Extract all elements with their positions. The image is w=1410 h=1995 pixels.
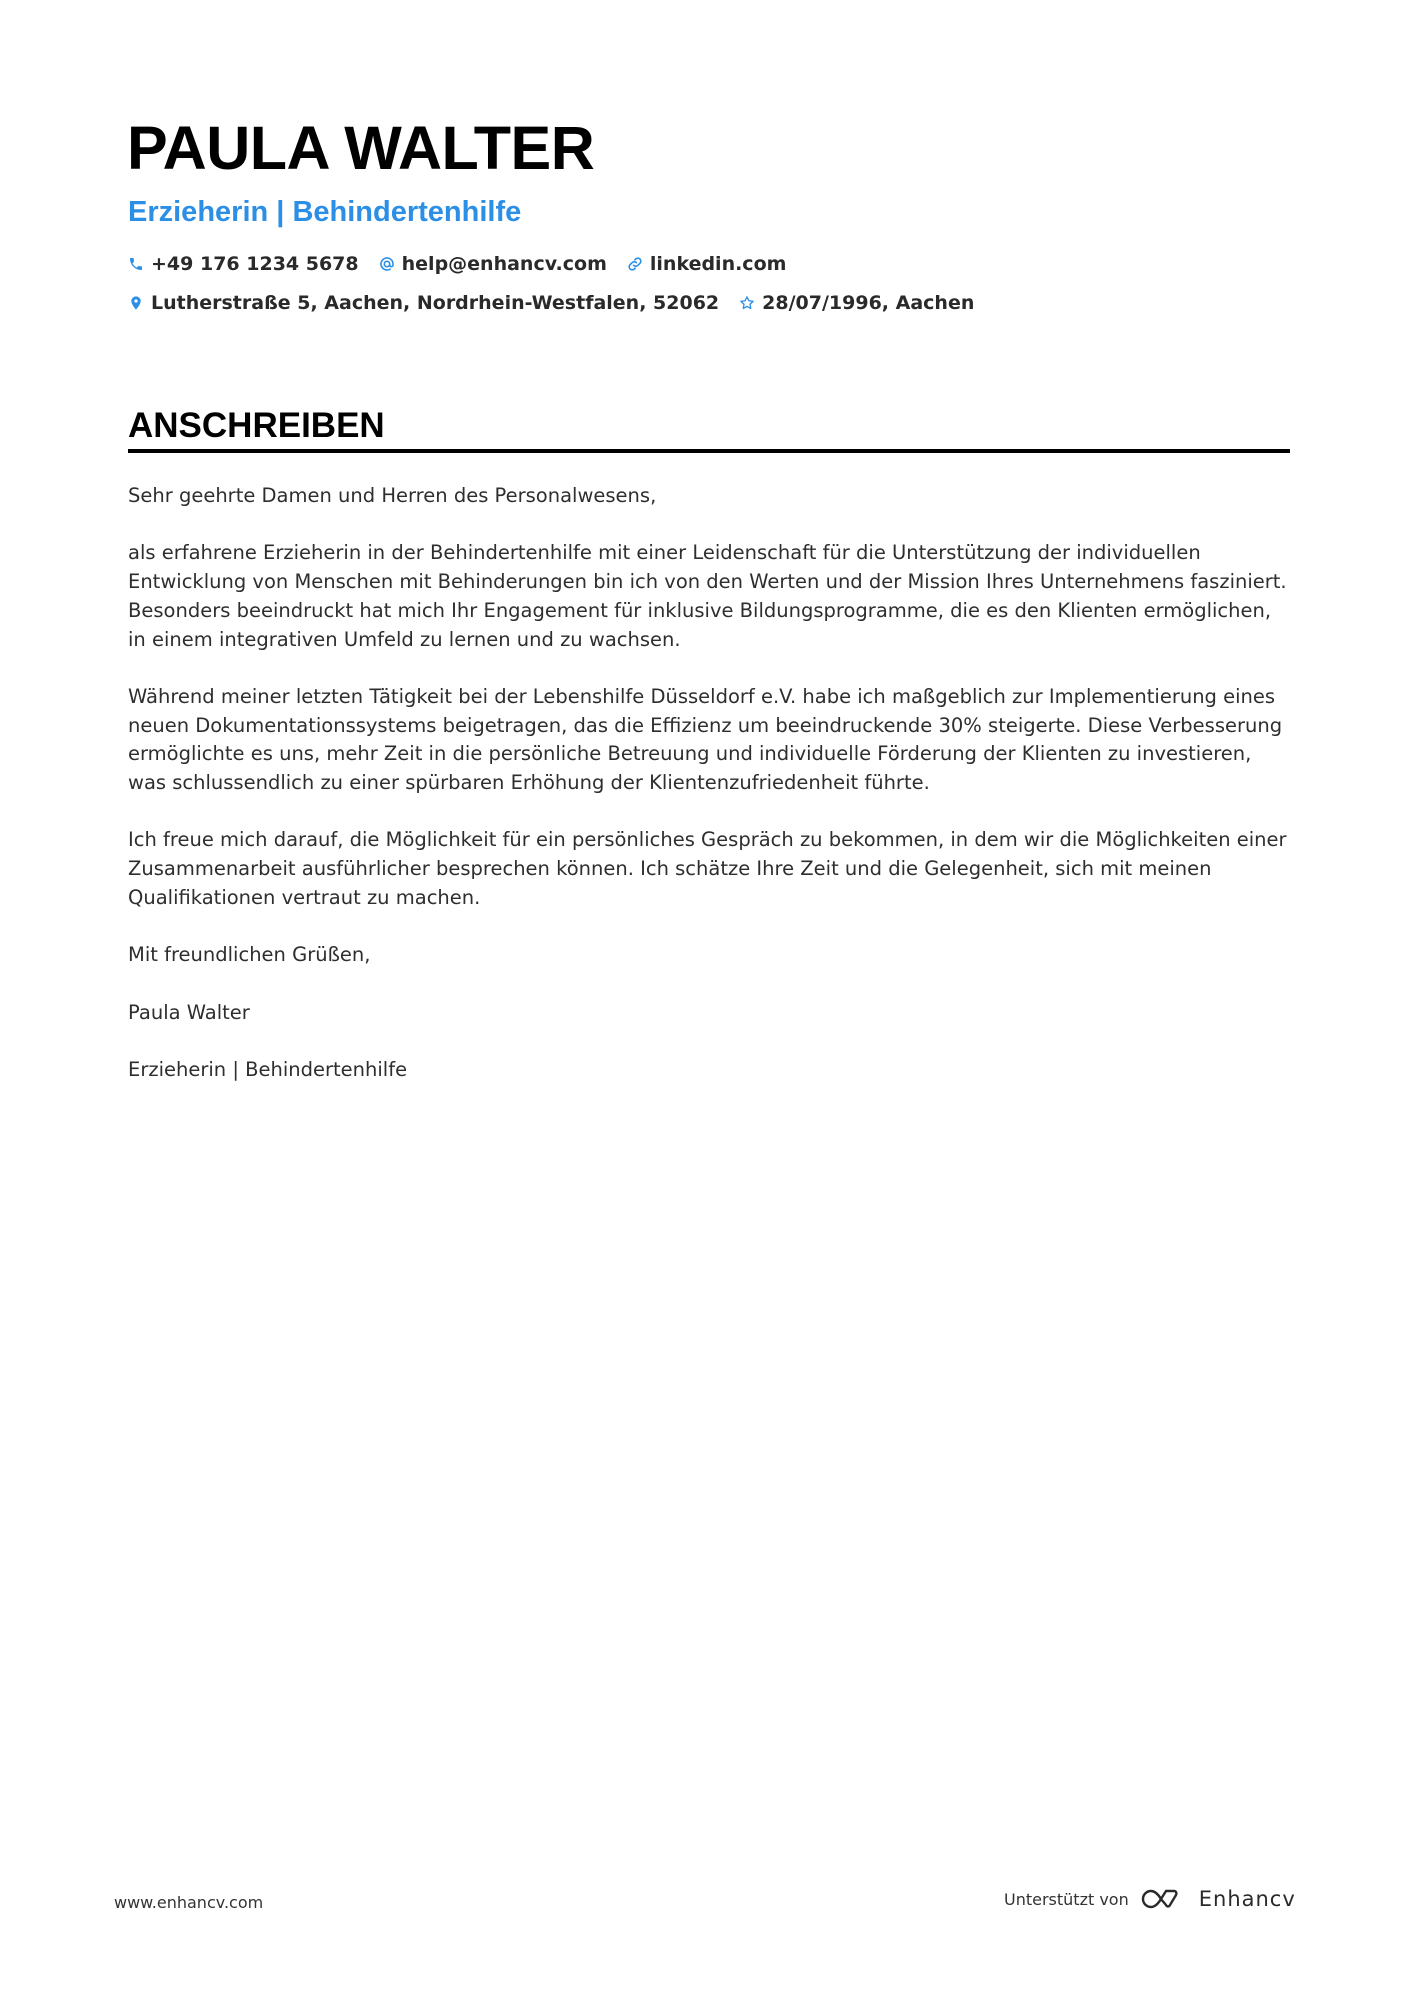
enhancv-logo-icon — [1141, 1886, 1185, 1912]
contact-phone[interactable] — [128, 253, 359, 275]
contact-linkedin-text: linkedin.com — [649, 253, 787, 275]
section-heading: ANSCHREIBEN — [128, 406, 385, 445]
powered-by[interactable] — [1004, 1886, 1296, 1912]
brand-name: Enhancv — [1198, 1887, 1296, 1911]
section-divider — [128, 449, 1290, 453]
contact-phone-text: +49 176 1234 5678 — [151, 253, 359, 275]
contact-birthdate-text: 28/07/1996, Aachen — [762, 292, 975, 314]
letter-signature-title: Erzieherin | Behindertenhilfe — [128, 1057, 408, 1081]
star-icon — [739, 295, 755, 311]
letter-salutation: Sehr geehrte Damen und Herren des Personalwesens, — [128, 484, 657, 507]
letter-body — [128, 482, 1293, 1113]
link-icon — [627, 256, 643, 272]
powered-by-label: Unterstützt von — [1004, 1889, 1129, 1909]
candidate-title: Erzieherin | Behindertenhilfe — [128, 196, 522, 228]
contact-address — [128, 292, 719, 314]
contact-email-text: help@enhancv.com — [401, 253, 607, 275]
letter-closing: Mit freundlichen Grüßen, — [128, 943, 371, 967]
letter-paragraph: Während meiner letzten Tätigkeit bei der Lebenshilfe Düsseldorf e.V. habe ich maßgeblich zur Implementierung eines neuen Dokumentationssystems beigetragen, das die Effizienz um beeindruckende 30% steigerte. Diese Verbesserung ermöglichte es uns, mehr Zeit in die persönliche Betreuung und individuelle Förderung der Klienten zu investieren, was schlussendlich zu einer spürbaren Erhöhung der Klientenzufriedenheit führte. — [128, 684, 1283, 794]
phone-icon — [128, 256, 144, 272]
location-pin-icon — [128, 295, 144, 311]
contact-linkedin[interactable] — [627, 253, 787, 275]
contact-row-1 — [128, 253, 806, 275]
contact-email[interactable] — [379, 253, 607, 275]
footer-url[interactable]: www.enhancv.com — [114, 1893, 264, 1912]
letter-paragraph: als erfahrene Erzieherin in der Behindertenhilfe mit einer Leidenschaft für die Unterstützung der individuellen Entwicklung von Menschen mit Behinderungen bin ich von den Werten und der Mission Ihres Unternehmens fasziniert. Besonders beeindruckt hat mich Ihr Engagement für inklusive Bildungsprogramme, die es den Klienten ermöglichen, in einem integrativen Umfeld zu lernen und zu wachsen. — [128, 541, 1287, 651]
letter-paragraph: Ich freue mich darauf, die Möglichkeit für ein persönliches Gespräch zu bekommen, in dem wir die Möglichkeiten einer Zusammenarbeit ausführlicher besprechen können. Ich schätze Ihre Zeit und die Gelegenheit, sich mit meinen Qualifikationen vertraut zu machen. — [128, 828, 1287, 909]
at-icon — [379, 256, 395, 272]
candidate-name: PAULA WALTER — [127, 114, 595, 182]
contact-address-text: Lutherstraße 5, Aachen, Nordrhein-Westfalen, 52062 — [151, 292, 720, 314]
contact-birthdate — [739, 292, 974, 314]
contact-row-2 — [128, 292, 994, 314]
letter-signature-name: Paula Walter — [128, 1000, 250, 1024]
